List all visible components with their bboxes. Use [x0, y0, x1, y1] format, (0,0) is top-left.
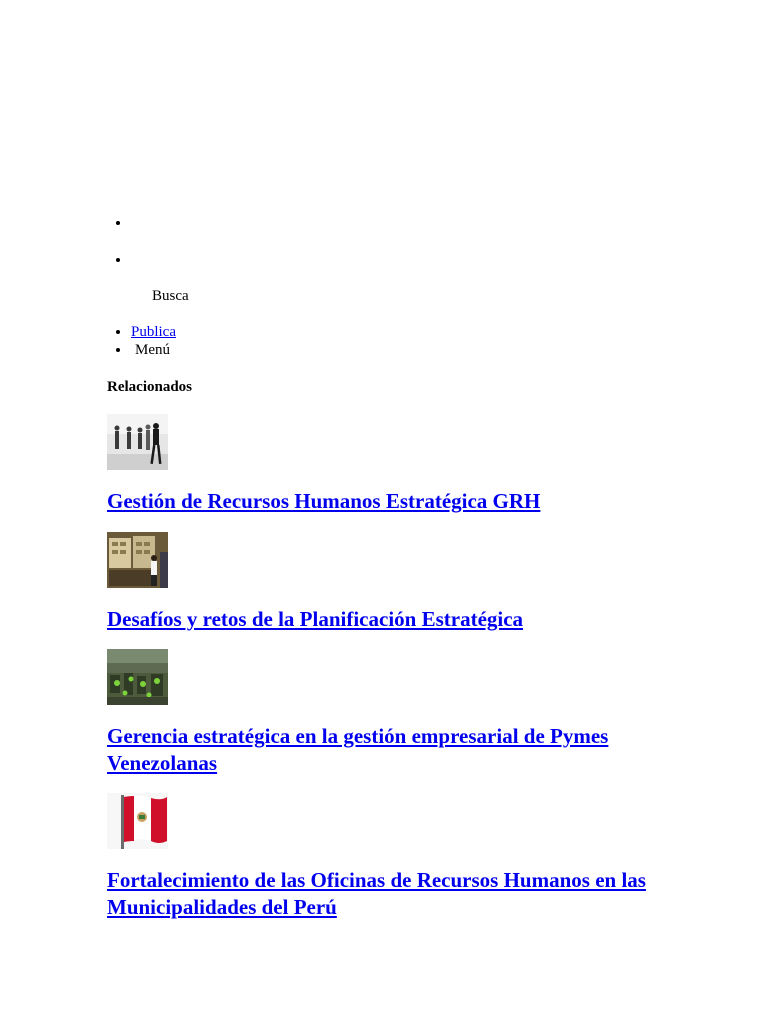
- related-item-title: [107, 723, 667, 777]
- menu-label[interactable]: Menú: [135, 342, 170, 358]
- related-item-title: [107, 488, 667, 515]
- related-item-link[interactable]: Gerencia estratégica en la gestión empresarial de Pymes Venezolanas: [107, 724, 609, 775]
- people-standing-photo[interactable]: [107, 414, 168, 470]
- related-heading: Relacionados: [107, 379, 193, 395]
- related-item-title: [107, 867, 667, 921]
- publish-link[interactable]: Publica: [131, 324, 176, 340]
- menu-item[interactable]: [131, 341, 176, 359]
- publish-item: [131, 323, 176, 341]
- top-nav-list-2: [107, 251, 131, 269]
- related-item-link[interactable]: Gestión de Recursos Humanos Estratégica GRH: [107, 489, 541, 513]
- action-list: [107, 323, 176, 359]
- related-item-link[interactable]: Desafíos y retos de la Planificación Estratégica: [107, 607, 524, 631]
- factory-workers-photo[interactable]: [107, 649, 168, 705]
- top-nav-list: [107, 214, 131, 232]
- related-item-link[interactable]: Fortalecimiento de las Oficinas de Recursos Humanos en las Municipalidades del Perú: [107, 868, 646, 919]
- search-label[interactable]: Busca: [152, 288, 189, 304]
- presentation-board-photo[interactable]: [107, 532, 168, 588]
- peru-flag-photo[interactable]: [107, 793, 168, 849]
- related-item-title: [107, 606, 667, 633]
